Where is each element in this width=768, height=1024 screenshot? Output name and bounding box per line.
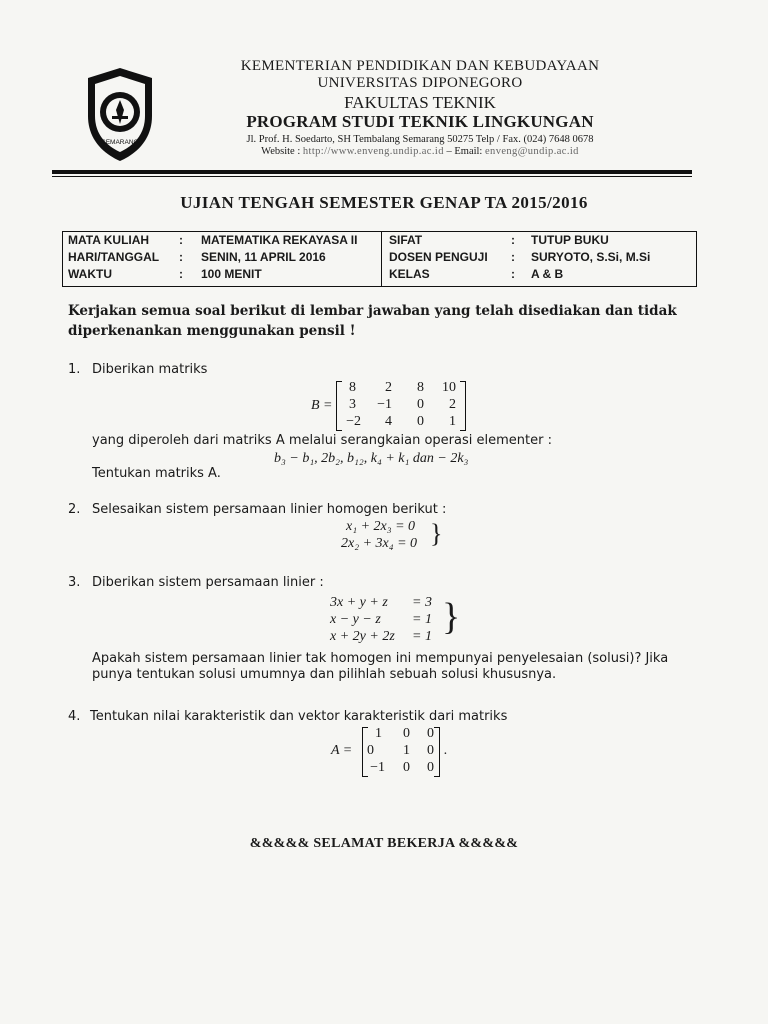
- matrix-cell: 0: [427, 760, 434, 775]
- header-rule-thin: [52, 176, 692, 177]
- matrix-cell: 0: [367, 743, 374, 758]
- equation: x₁ + 2x₃ = 0: [346, 519, 416, 534]
- system-brace: }: [442, 596, 461, 638]
- equation-rhs: = 1: [412, 629, 432, 644]
- question-text: Tentukan matriks A.: [92, 466, 221, 481]
- matrix-cell: 1: [449, 414, 456, 429]
- question-number: 1.: [68, 362, 81, 377]
- address: Jl. Prof. H. Soedarto, SH Tembalang Semarang 50275 Telp / Fax. (024) 7648 0678: [246, 133, 594, 145]
- info-value: TUTUP BUKU: [531, 233, 609, 247]
- question-text: Diberikan sistem persamaan linier :: [92, 575, 324, 590]
- matrix-cell: 10: [442, 380, 456, 395]
- matrix-cell: −2: [346, 414, 361, 429]
- info-value: A & B: [531, 267, 564, 281]
- question-text: yang diperoleh dari matriks A melalui serangkaian operasi elementer :: [92, 433, 552, 448]
- matrix-cell: 8: [349, 380, 356, 395]
- equation-rhs: = 1: [412, 612, 432, 627]
- matrix-cell: 4: [385, 414, 392, 429]
- info-value: SURYOTO, S.Si, M.Si: [531, 250, 651, 264]
- question-text: Diberikan matriks: [92, 362, 208, 377]
- matrix-cell: 0: [427, 743, 434, 758]
- website-link[interactable]: http://www.enveng.undip.ac.id: [302, 145, 444, 157]
- info-key: SIFAT: [389, 233, 423, 247]
- matrix-cell: 3: [349, 397, 356, 412]
- question-number: 2.: [68, 502, 81, 517]
- info-separator: :: [511, 267, 515, 281]
- exam-info-table: [62, 231, 697, 287]
- matrix-cell: −1: [370, 760, 385, 775]
- website-line: [190, 146, 650, 158]
- equation-lhs: x + 2y + 2z: [330, 629, 395, 644]
- right-bracket: [434, 727, 440, 777]
- header-rule-thick: [52, 170, 692, 174]
- university-name: UNIVERSITAS DIPONEGORO: [317, 75, 523, 92]
- matrix-cell: −1: [377, 397, 392, 412]
- info-separator: :: [511, 233, 515, 247]
- matrix-cell: 0: [417, 414, 424, 429]
- question-text: Selesaikan sistem persamaan linier homogen berikut :: [92, 502, 447, 517]
- info-row: [63, 266, 696, 284]
- matrix-cell: 1: [403, 743, 410, 758]
- equation-lhs: x − y − z: [330, 612, 381, 627]
- letterhead: [190, 58, 650, 158]
- info-key: KELAS: [389, 267, 430, 281]
- program-name: PROGRAM STUDI TEKNIK LINGKUNGAN: [246, 112, 594, 132]
- matrix-cell: 2: [385, 380, 392, 395]
- elementary-operations: b₃ − b₁, 2b₂, b₁₂, k₄ + k₁ dan − 2k₃: [274, 451, 469, 466]
- question-number: 4.: [68, 709, 81, 724]
- question-text: punya tentukan solusi umumnya dan pilihlah sebuah solusi khususnya.: [92, 667, 557, 682]
- instructions: Kerjakan semua soal berikut di lembar jawaban yang telah disediakan dan tidak diperkenankan menggunakan pensil !: [68, 303, 677, 339]
- question-number: 3.: [68, 575, 81, 590]
- info-separator: :: [179, 233, 183, 247]
- info-key: MATA KULIAH: [68, 233, 150, 247]
- exam-title: UJIAN TENGAH SEMESTER GENAP TA 2015/2016: [180, 193, 588, 212]
- matrix-cell: 0: [427, 726, 434, 741]
- question-text: Apakah sistem persamaan linier tak homogen ini mempunyai penyelesaian (solusi)? Jika: [92, 651, 669, 666]
- matrix-cell: 0: [403, 726, 410, 741]
- info-key: HARI/TANGGAL: [68, 250, 160, 264]
- matrix-cell: 1: [375, 726, 382, 741]
- matrix-label: A =: [331, 743, 353, 758]
- info-row: [63, 249, 696, 267]
- equation: 2x₂ + 3x₄ = 0: [341, 536, 418, 551]
- info-row: [63, 232, 696, 250]
- matrix-trailing-period: .: [444, 743, 448, 758]
- question-text: Tentukan nilai karakteristik dan vektor karakteristik dari matriks: [90, 709, 508, 724]
- closing-message: &&&&& SELAMAT BEKERJA &&&&&: [249, 836, 519, 851]
- matrix-a: [362, 727, 442, 777]
- system-brace: }: [430, 519, 443, 548]
- ministry-name: KEMENTERIAN PENDIDIKAN DAN KEBUDAYAAN: [240, 58, 600, 74]
- website-label: Website :: [261, 145, 301, 157]
- equation-rhs: = 3: [412, 595, 432, 610]
- info-separator: :: [179, 250, 183, 264]
- info-key: WAKTU: [68, 267, 112, 281]
- university-logo: [82, 64, 158, 164]
- email-label: – Email:: [446, 145, 483, 157]
- info-separator: :: [179, 267, 183, 281]
- email-link[interactable]: enveng@undip.ac.id: [484, 145, 579, 157]
- matrix-cell: 0: [403, 760, 410, 775]
- info-separator: :: [511, 250, 515, 264]
- matrix-b: [336, 381, 472, 431]
- matrix-cell: 0: [417, 397, 424, 412]
- info-key: DOSEN PENGUJI: [389, 250, 488, 264]
- matrix-label: B =: [311, 398, 333, 413]
- equation-lhs: 3x + y + z: [330, 595, 388, 610]
- matrix-cell: 2: [449, 397, 456, 412]
- logo-text-bottom: SEMARANG: [101, 139, 139, 146]
- faculty-name: FAKULTAS TEKNIK: [344, 92, 496, 112]
- info-value: MATEMATIKA REKAYASA II: [201, 233, 358, 247]
- right-bracket: [460, 381, 466, 431]
- info-value: 100 MENIT: [201, 267, 262, 281]
- matrix-cell: 8: [417, 380, 424, 395]
- info-value: SENIN, 11 APRIL 2016: [201, 250, 326, 264]
